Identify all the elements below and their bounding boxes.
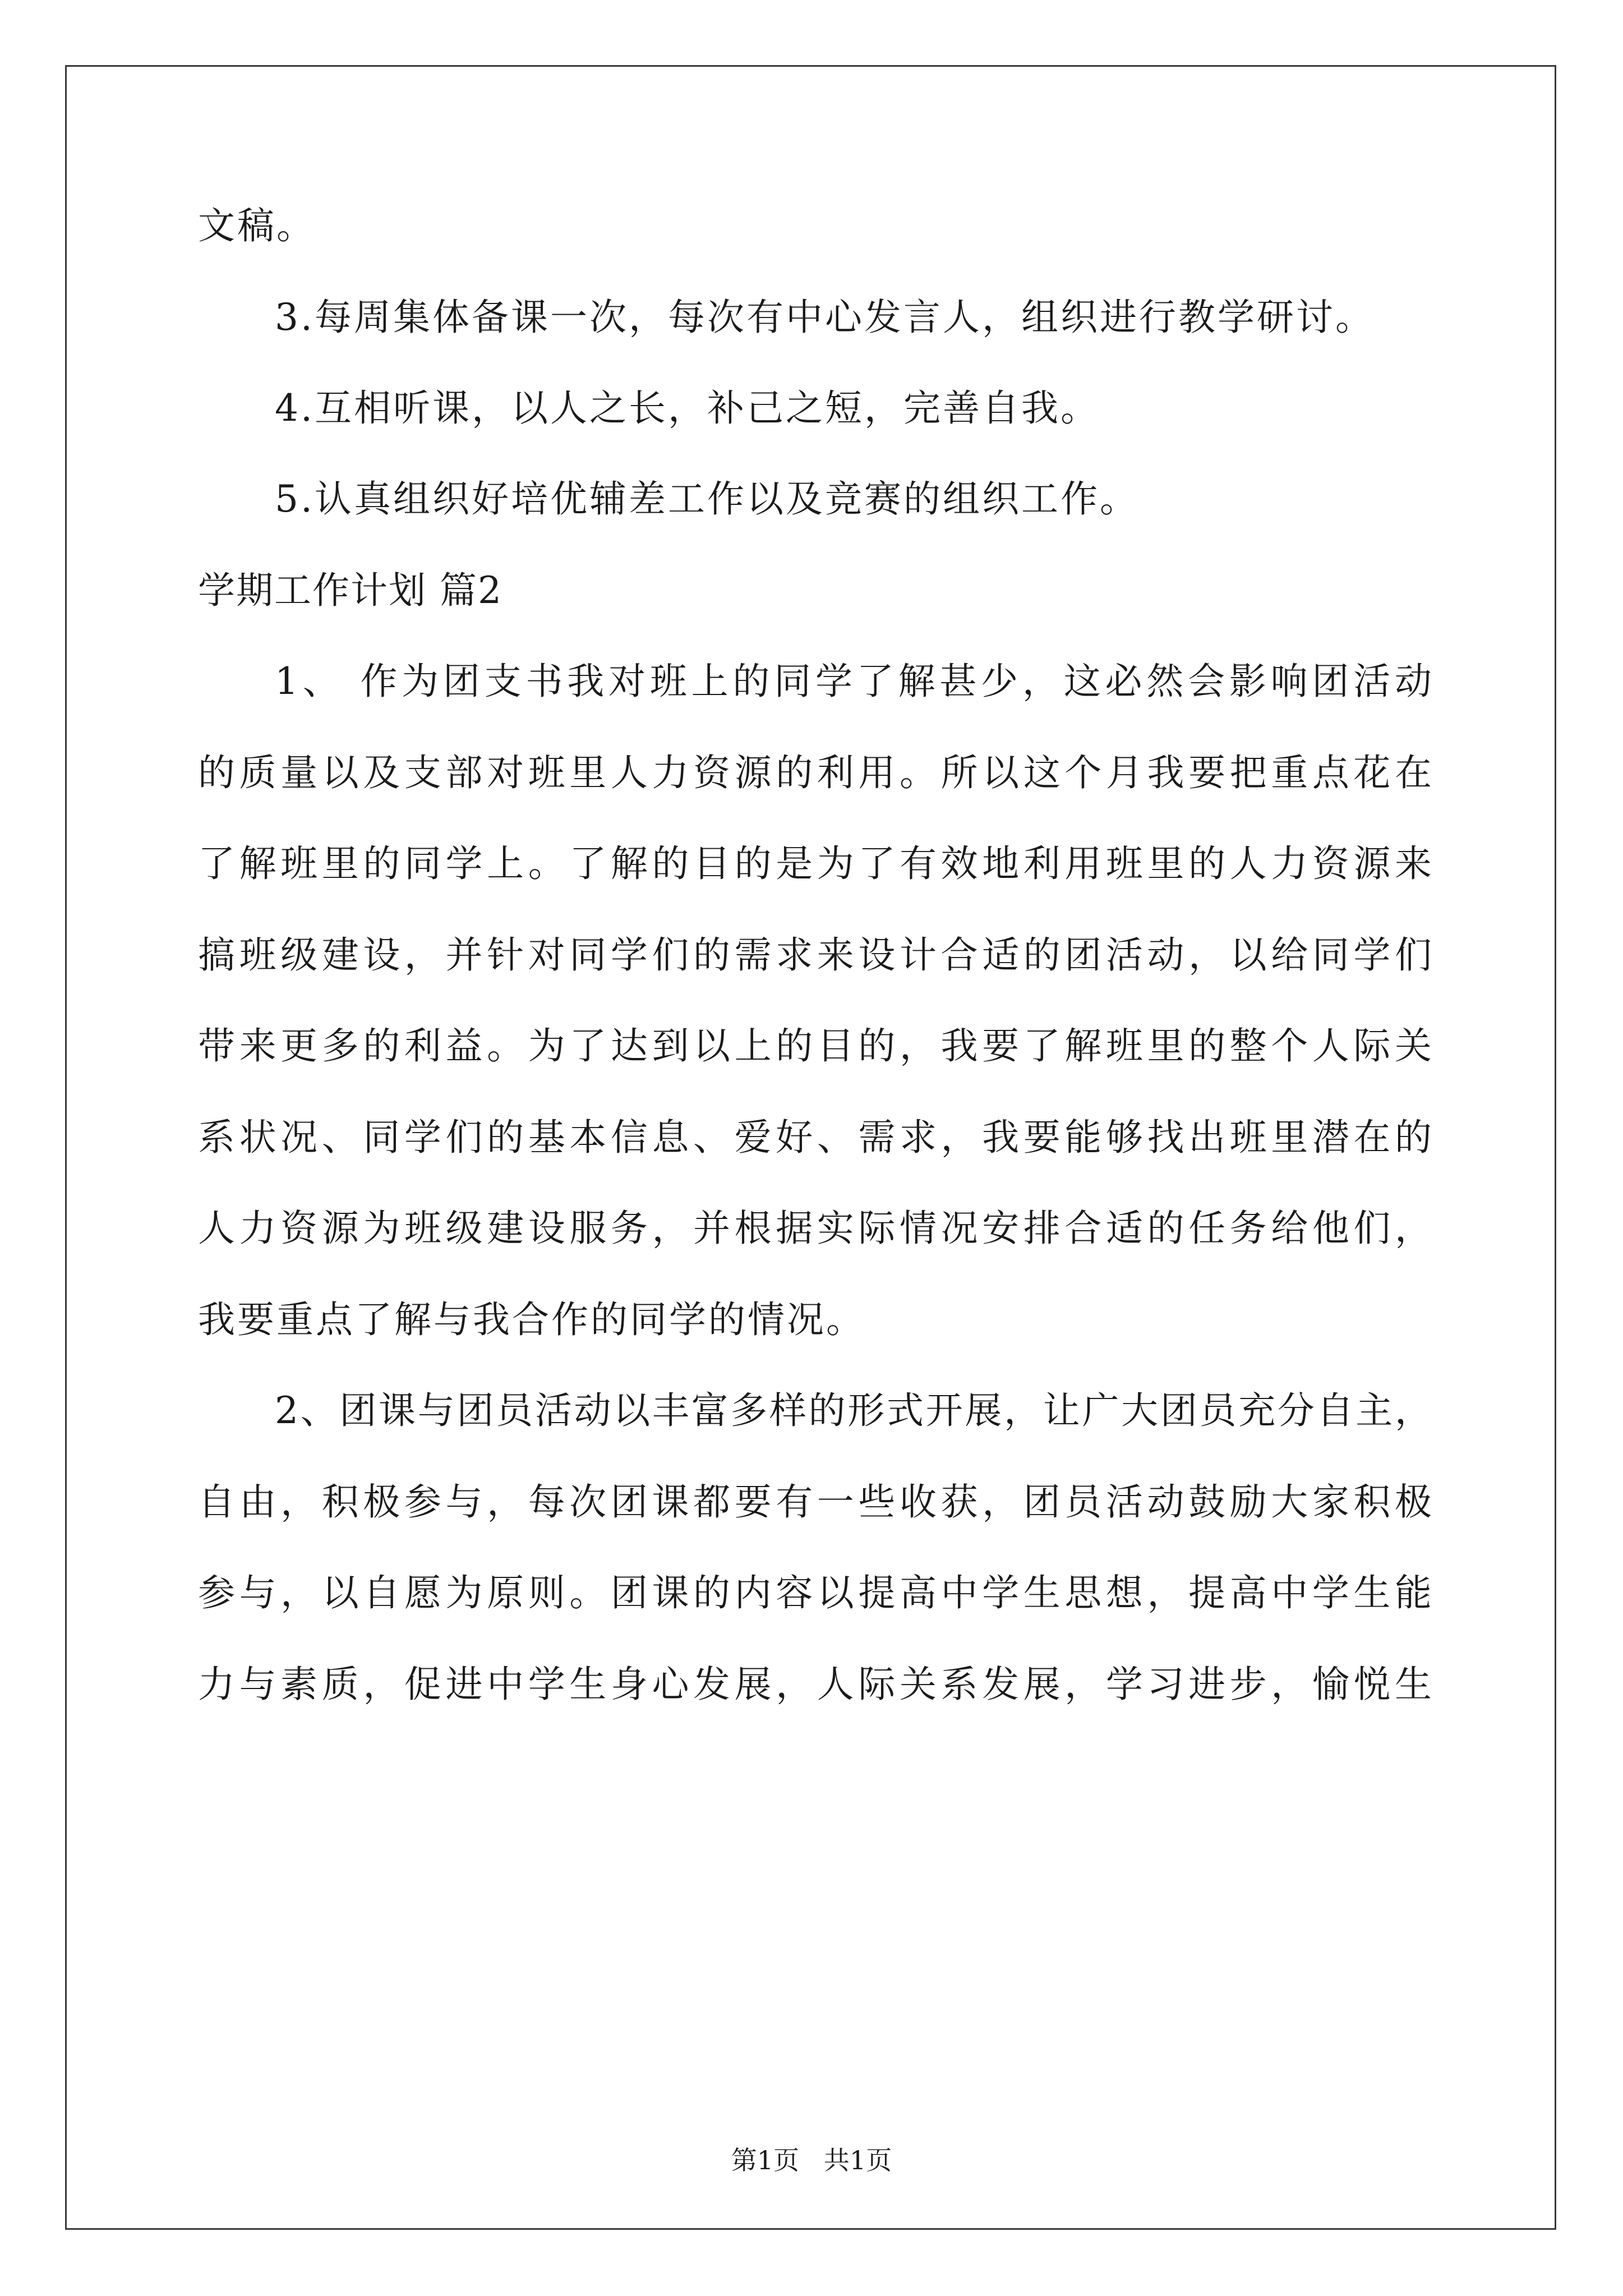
paragraph-line: 了解班里的同学上。了解的目的是为了有效地利用班里的人力资源来 <box>198 842 1432 885</box>
list-item: 5.认真组织好培优辅差工作以及竞赛的组织工作。 <box>275 477 1139 521</box>
text-line: 文稿。 <box>198 204 316 247</box>
paragraph-line: 人力资源为班级建设服务，并根据实际情况安排合适的任务给他们， <box>198 1207 1432 1250</box>
paragraph-line: 系状况、同学们的基本信息、爱好、需求，我要能够找出班里潜在的 <box>198 1116 1432 1159</box>
paragraph-line: 1、 作为团支书我对班上的同学了解甚少，这必然会影响团活动 <box>275 660 1432 703</box>
paragraph-line: 搞班级建设，并针对同学们的需求来设计合适的团活动，以给同学们 <box>198 933 1432 977</box>
paragraph-line: 自由，积极参与，每次团课都要有一些收获，团员活动鼓励大家积极 <box>198 1480 1432 1524</box>
paragraph-line: 力与素质，促进中学生身心发展，人际关系发展，学习进步，愉悦生 <box>198 1663 1432 1706</box>
paragraph-line: 参与，以自愿为原则。团课的内容以提高中学生思想，提高中学生能 <box>198 1571 1432 1614</box>
list-item: 3.每周集体备课一次，每次有中心发言人，组织进行教学研讨。 <box>275 296 1375 339</box>
section-heading: 学期工作计划 篇2 <box>198 569 502 612</box>
paragraph-line: 的质量以及支部对班里人力资源的利用。所以这个月我要把重点花在 <box>198 751 1432 794</box>
paragraph-line: 带来更多的利益。为了达到以上的目的，我要了解班里的整个人际关 <box>198 1024 1432 1068</box>
paragraph-line: 我要重点了解与我合作的同学的情况。 <box>198 1298 865 1341</box>
page-number-footer: 第1页 共1页 <box>731 2145 892 2175</box>
paragraph-line: 2、团课与团员活动以丰富多样的形式开展，让广大团员充分自主， <box>275 1389 1432 1432</box>
list-item: 4.互相听课，以人之长，补己之短，完善自我。 <box>275 386 1100 430</box>
